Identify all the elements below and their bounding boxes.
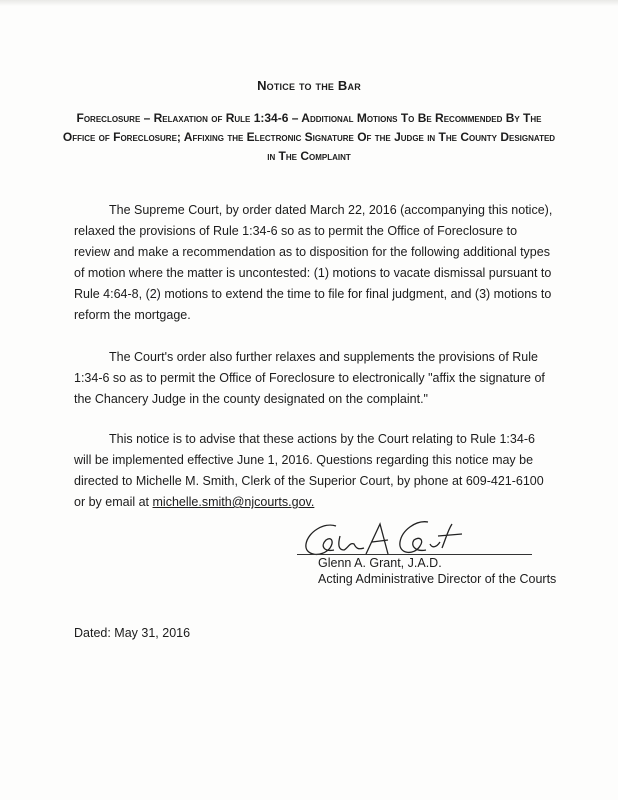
signer-name: Glenn A. Grant, J.A.D. (318, 556, 442, 570)
paragraph-order (74, 200, 554, 326)
paragraph-2-text: The Court's order also further relaxes and supplements the provisions of Rule 1:34-6 so as to permit the Office of Foreclosure to electronically "affix the signature of the Chancery Judge in the county designated on the complaint." (74, 350, 545, 406)
signer-block (318, 555, 556, 587)
dated-line: Dated: May 31, 2016 (74, 626, 191, 640)
notice-title: Notice to the Bar (257, 78, 361, 93)
contact-email-link[interactable]: michelle.smith@njcourts.gov. (152, 495, 315, 509)
notice-subtitle: Foreclosure – Relaxation of Rule 1:34-6 – Additional Motions To Be Recommended By The Office of Foreclosure; Affixing the Electronic Signature Of the Judge in The County Designated in The Complaint (62, 111, 556, 163)
paragraph-signature-relaxation (74, 347, 554, 410)
paragraph-3-text: This notice is to advise that these actions by the Court relating to Rule 1:34-6 will be implemented effective June 1, 2016. Questions regarding this notice may be directed to Michelle M. Smith, Clerk of the Superior Court, by phone at 609-421-6100 or by email at (74, 432, 544, 509)
signer-title: Acting Administrative Director of the Courts (318, 572, 557, 586)
scan-edge (0, 0, 618, 6)
paragraph-effective-date (74, 429, 554, 513)
paragraph-1-text: The Supreme Court, by order dated March 22, 2016 (accompanying this notice), relaxed the provisions of Rule 1:34-6 so as to permit the Office of Foreclosure to review and make a recommendation as to disposition for the following additional types of motion where the matter is uncontested: (1) motions to vacate dismissal pursuant to Rule 4:64-8, (2) motions to extend the time to file for final judgment, and (3) motions to reform the mortgage. (74, 203, 553, 322)
